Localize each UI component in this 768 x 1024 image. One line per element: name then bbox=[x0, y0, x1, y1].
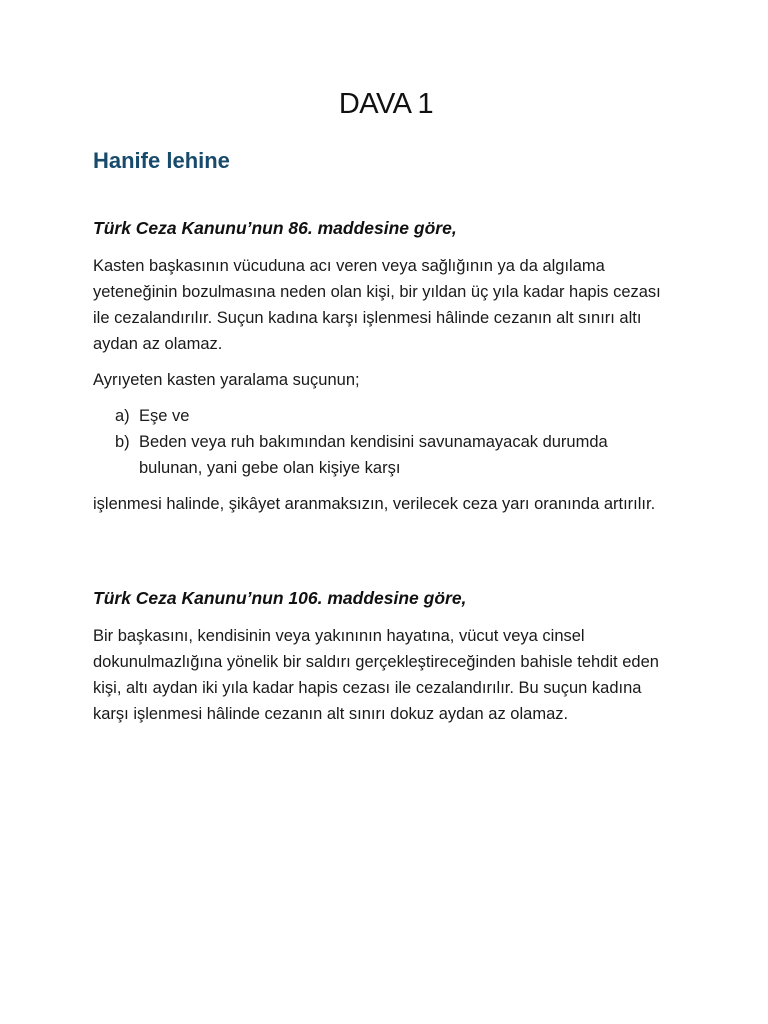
article-86-section bbox=[93, 218, 663, 527]
list-marker: a) bbox=[115, 407, 130, 425]
article-106-heading: Türk Ceza Kanunu’nun 106. maddesine göre, bbox=[93, 588, 467, 608]
list-item bbox=[93, 403, 663, 429]
list-item-text: Eşe ve bbox=[139, 407, 190, 425]
page-title: DAVA 1 bbox=[338, 88, 434, 120]
aggravation-list bbox=[93, 403, 663, 481]
case-subtitle: Hanife lehine bbox=[93, 148, 230, 173]
article-86-closing: işlenmesi halinde, şikâyet aranmaksızın, verilecek ceza yarı oranında artırılır. bbox=[93, 495, 656, 513]
article-106-section bbox=[93, 588, 663, 737]
article-86-paragraph-2: Ayrıyeten kasten yaralama suçunun; bbox=[93, 371, 360, 389]
article-86-heading: Türk Ceza Kanunu’nun 86. maddesine göre, bbox=[93, 218, 457, 238]
list-item bbox=[93, 429, 663, 481]
list-marker: b) bbox=[115, 433, 130, 451]
article-106-paragraph-1: Bir başkasını, kendisinin veya yakınının hayatına, vücut veya cinsel dokunulmazlığına yönelik bir saldırı gerçekleştireceğinden bahisle tehdit eden kişi, altı aydan iki yıla kadar hapis cezası ile cezalandırılır. Bu suçun kadına karşı işlenmesi hâlinde cezanın alt sınırı dokuz aydan az olamaz. bbox=[93, 627, 659, 723]
article-86-paragraph-1: Kasten başkasının vücuduna acı veren veya sağlığının ya da algılama yeteneğinin bozulmasına neden olan kişi, bir yıldan üç yıla kadar hapis cezası ile cezalandırılır. Suçun kadına karşı işlenmesi hâlinde cezanın alt sınırı altı aydan az olamaz. bbox=[93, 257, 661, 353]
list-item-text: Beden veya ruh bakımından kendisini savunamayacak durumda bulunan, yani gebe olan kişiye karşı bbox=[139, 433, 608, 477]
